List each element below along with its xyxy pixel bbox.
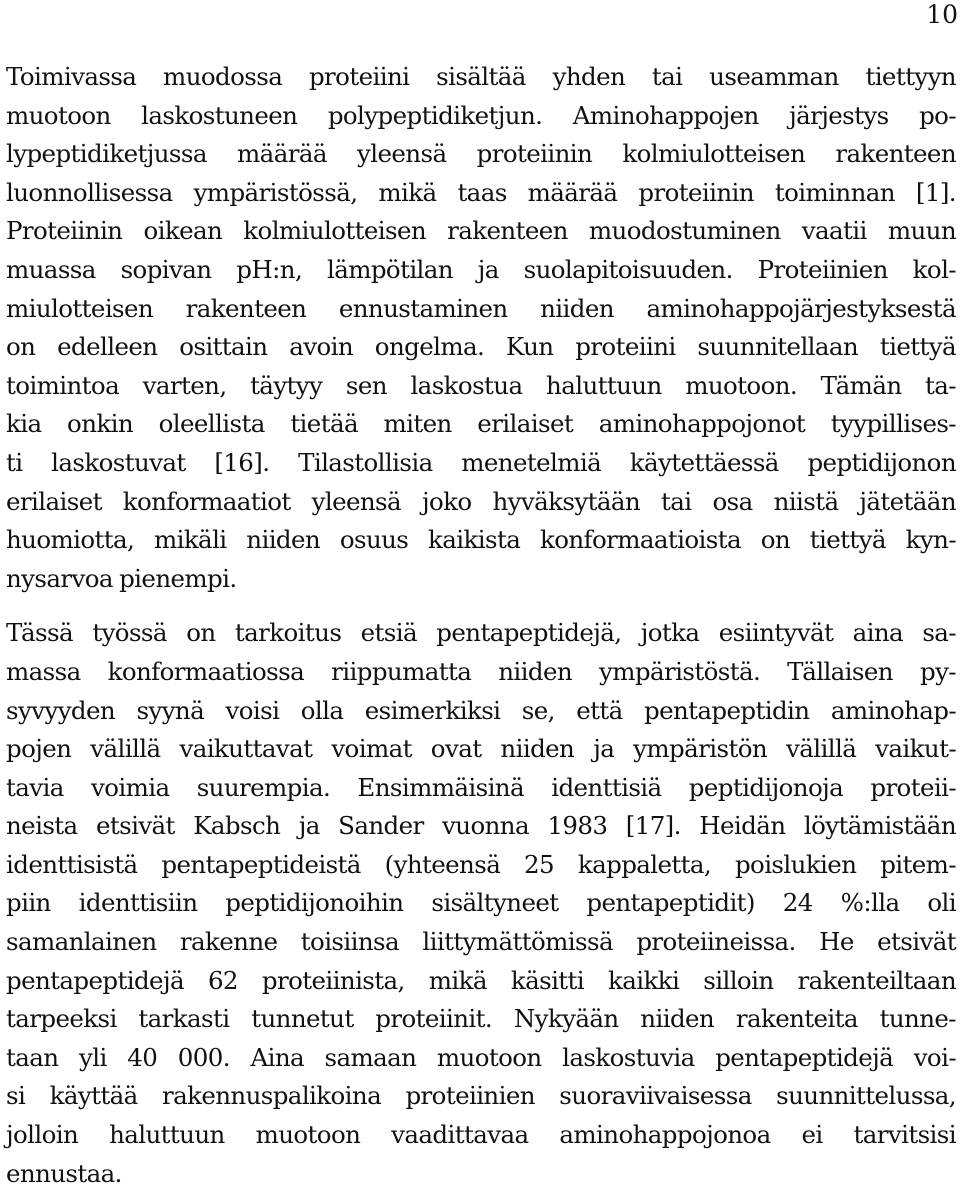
text-line: tavia voimia suurempia. Ensimmäisinä identtisiä peptidijonoja proteii-: [6, 772, 956, 802]
text-line: miulotteisen rakenteen ennustaminen niiden aminohappojärjestyksestä: [6, 293, 956, 323]
text-line: ennustaa.: [6, 1158, 122, 1188]
text-line: muassa sopivan pH:n, lämpötilan ja suolapitoisuuden. Proteiinien kol-: [6, 254, 956, 284]
text-line: nysarvoa pienempi.: [6, 563, 237, 593]
text-line: tarpeeksi tarkasti tunnetut proteiinit. Nykyään niiden rakenteita tunne-: [6, 1004, 956, 1034]
text-line: si käyttää rakennuspalikoina proteiinien suoraviivaisessa suunnittelussa,: [6, 1081, 956, 1111]
text-line: taan yli 40 000. Aina samaan muotoon laskostuvia pentapeptidejä voi-: [6, 1042, 956, 1072]
text-line: ti laskostuvat [16]. Tilastollisia menetelmiä käytettäessä peptidijonon: [6, 447, 956, 477]
paragraph-1: [6, 58, 956, 598]
page-number: 10: [926, 0, 958, 29]
text-line: pentapeptidejä 62 proteiinista, mikä käsitti kaikki silloin rakenteiltaan: [6, 965, 956, 995]
text-line: massa konformaatiossa riippumatta niiden ympäristöstä. Tällaisen py-: [6, 656, 956, 686]
text-line: piin identtisiin peptidijonoihin sisältyneet pentapeptidit) 24 %:lla oli: [6, 888, 956, 918]
text-line: pojen välillä vaikuttavat voimat ovat niiden ja ympäristön välillä vaikut-: [6, 734, 956, 764]
paragraph-2: [6, 614, 956, 1193]
text-line: on edelleen osittain avoin ongelma. Kun proteiini suunnitellaan tiettyä: [6, 332, 956, 362]
document-body: [6, 58, 956, 1193]
text-line: samanlainen rakenne toisiinsa liittymättömissä proteiineissa. He etsivät: [6, 927, 956, 957]
text-line: Proteiinin oikean kolmiulotteisen rakenteen muodostuminen vaatii muun: [6, 216, 956, 246]
text-line: toimintoa varten, täytyy sen laskostua haluttuun muotoon. Tämän ta-: [6, 370, 956, 400]
text-line: luonnollisessa ympäristössä, mikä taas määrää proteiinin toiminnan [1].: [6, 177, 956, 207]
text-line: erilaiset konformaatiot yleensä joko hyväksytään tai osa niistä jätetään: [6, 486, 956, 516]
text-line: muotoon laskostuneen polypeptidiketjun. Aminohappojen järjestys po-: [6, 100, 956, 130]
text-line: Toimivassa muodossa proteiini sisältää yhden tai useamman tiettyyn: [6, 62, 956, 91]
text-line: huomiotta, mikäli niiden osuus kaikista konformaatioista on tiettyä kyn-: [6, 525, 956, 555]
text-line: syvyyden syynä voisi olla esimerkiksi se, että pentapeptidin aminohap-: [6, 695, 956, 725]
text-line: lypeptidiketjussa määrää yleensä proteiinin kolmiulotteisen rakenteen: [6, 139, 956, 169]
text-line: neista etsivät Kabsch ja Sander vuonna 1983 [17]. Heidän löytämistään: [6, 811, 956, 841]
text-line: Tässä työssä on tarkoitus etsiä pentapeptidejä, jotka esiintyvät aina sa-: [6, 618, 956, 648]
text-line: identtisistä pentapeptideistä (yhteensä 25 kappaletta, poislukien pitem-: [6, 849, 956, 879]
text-line: jolloin haluttuun muotoon vaadittavaa aminohappojonoa ei tarvitsisi: [6, 1120, 956, 1150]
text-line: kia onkin oleellista tietää miten erilaiset aminohappojonot tyypillises-: [6, 409, 956, 439]
